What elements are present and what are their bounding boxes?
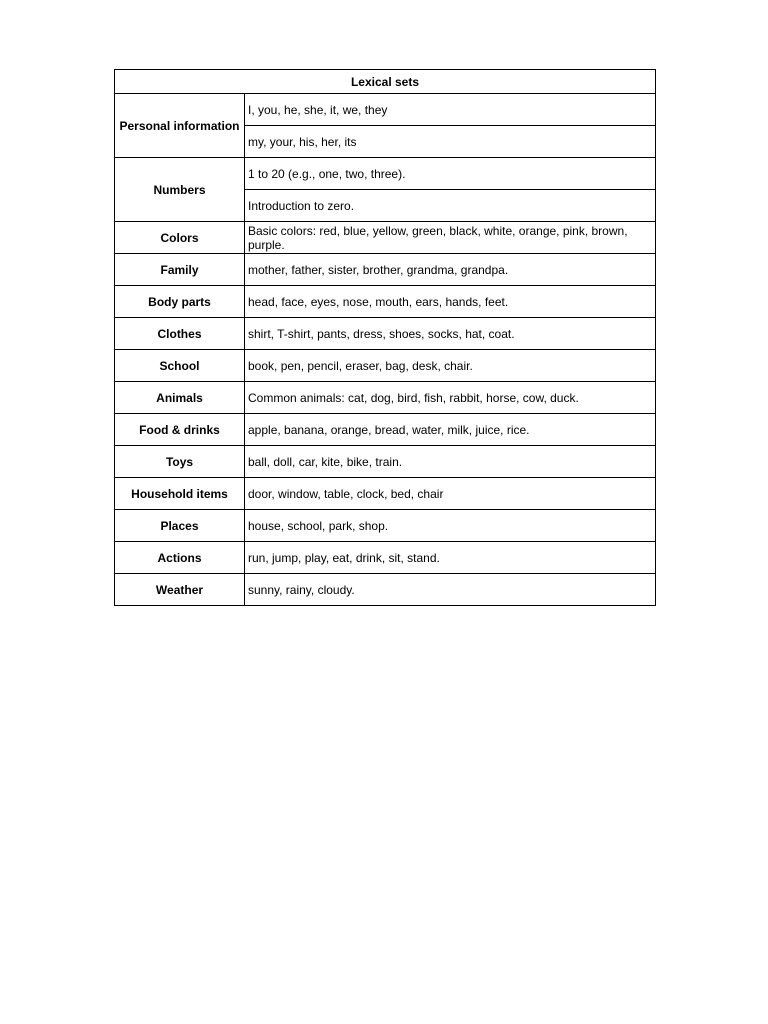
words-cell: sunny, rainy, cloudy. (245, 574, 656, 606)
category-cell: Household items (115, 478, 245, 510)
words-cell: Common animals: cat, dog, bird, fish, rabbit, horse, cow, duck. (245, 382, 656, 414)
table-row (115, 574, 656, 606)
words-cell: house, school, park, shop. (245, 510, 656, 542)
table-row (115, 94, 656, 126)
table-row (115, 510, 656, 542)
words-cell: I, you, he, she, it, we, they (245, 94, 656, 126)
category-cell: Colors (115, 222, 245, 254)
words-cell: Basic colors: red, blue, yellow, green, black, white, orange, pink, brown, purple. (245, 222, 656, 254)
category-cell: Weather (115, 574, 245, 606)
table-row (115, 350, 656, 382)
words-cell: Introduction to zero. (245, 190, 656, 222)
table-row (115, 158, 656, 190)
words-cell: run, jump, play, eat, drink, sit, stand. (245, 542, 656, 574)
table-row (115, 542, 656, 574)
table-row (115, 286, 656, 318)
words-cell: apple, banana, orange, bread, water, milk, juice, rice. (245, 414, 656, 446)
category-cell: Toys (115, 446, 245, 478)
category-cell: Numbers (115, 158, 245, 222)
words-cell: my, your, his, her, its (245, 126, 656, 158)
words-cell: 1 to 20 (e.g., one, two, three). (245, 158, 656, 190)
table-row (115, 414, 656, 446)
category-cell: Clothes (115, 318, 245, 350)
lexical-sets-table (114, 69, 656, 606)
category-cell: School (115, 350, 245, 382)
words-cell: door, window, table, clock, bed, chair (245, 478, 656, 510)
words-cell: shirt, T-shirt, pants, dress, shoes, socks, hat, coat. (245, 318, 656, 350)
category-cell: Body parts (115, 286, 245, 318)
table-row (115, 222, 656, 254)
category-cell: Animals (115, 382, 245, 414)
table-row (115, 318, 656, 350)
table-title: Lexical sets (115, 70, 656, 94)
table-header-row (115, 70, 656, 94)
category-cell: Food & drinks (115, 414, 245, 446)
words-cell: head, face, eyes, nose, mouth, ears, hands, feet. (245, 286, 656, 318)
table-body (115, 94, 656, 606)
category-cell: Family (115, 254, 245, 286)
words-cell: mother, father, sister, brother, grandma, grandpa. (245, 254, 656, 286)
table-row (115, 254, 656, 286)
table-row (115, 382, 656, 414)
category-cell: Actions (115, 542, 245, 574)
category-cell: Personal information (115, 94, 245, 158)
table-row (115, 478, 656, 510)
words-cell: ball, doll, car, kite, bike, train. (245, 446, 656, 478)
category-cell: Places (115, 510, 245, 542)
words-cell: book, pen, pencil, eraser, bag, desk, chair. (245, 350, 656, 382)
table-row (115, 446, 656, 478)
